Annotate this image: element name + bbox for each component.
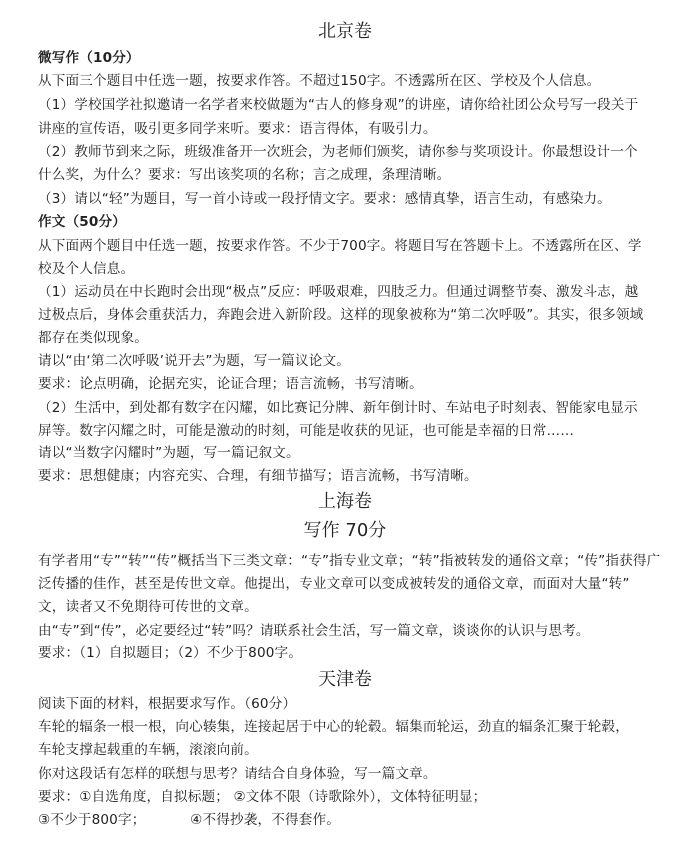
tianjin-p3: 你对这段话有怎样的联想与思考？请结合自身体验，写一篇文章。 <box>38 766 437 782</box>
beijing-micro-q1-line2: 讲座的宣传语，吸引更多同学来听。要求：语言得体，有吸引力。 <box>38 121 437 137</box>
beijing-micro-q1-line1: （1）学校国学社拟邀请一名学者来校做题为“古人的修身观”的讲座，请你给社团公众号写一段关于 <box>38 97 639 113</box>
tianjin-title: 天津卷 <box>318 669 372 690</box>
beijing-essay-q1-line4: 请以“由‘第二次呼吸’说开去”为题，写一篇议论文。 <box>38 353 350 369</box>
beijing-title: 北京卷 <box>318 21 372 42</box>
shanghai-title: 上海卷 <box>318 491 372 512</box>
shanghai-p2: 由“专”到“传”，必定要经过“转”吗？请联系社会生活，写一篇文章，谈谈你的认识与思考。 <box>38 623 590 639</box>
beijing-essay-q2-line1: （2）生活中，到处都有数字在闪耀，如比赛记分牌、新年倒计时、车站电子时刻表、智能家电显示 <box>38 400 638 416</box>
tianjin-p1: 阅读下面的材料，根据要求写作。（60分） <box>38 696 297 712</box>
beijing-micro-heading: 微写作（10分） <box>38 50 140 66</box>
beijing-essay-q1-line5: 要求：论点明确，论据充实，论证合理；语言流畅，书写清晰。 <box>38 376 423 392</box>
beijing-micro-q3: （3）请以“轻”为题目，写一首小诗或一段抒情文字。要求：感情真挚，语言生动，有感染力。 <box>38 191 611 207</box>
beijing-essay-intro-line2: 校及个人信息。 <box>38 261 135 277</box>
beijing-essay-q1-line2: 过极点后，身体会重获活力，奔跑会进入新阶段。这样的现象被称为“第二次呼吸”。其实，很多领域 <box>38 307 644 323</box>
shanghai-subtitle: 写作 70分 <box>303 520 387 541</box>
beijing-essay-intro-line1: 从下面两个题目中任选一题，按要求作答。不少于700字。将题目写在答题卡上。不透露所在区、学 <box>38 238 642 254</box>
beijing-micro-q2-line2: 什么奖，为什么？要求：写出该奖项的名称；言之成理，条理清晰。 <box>38 167 451 183</box>
beijing-essay-q2-line4: 要求：思想健康；内容充实、合理，有细节描写；语言流畅，书写清晰。 <box>38 468 478 484</box>
shanghai-p1-line2: 泛传播的佳作，甚至是传世文章。他提出，专业文章可以变成被转发的通俗文章，而面对大量“转” <box>38 576 630 592</box>
tianjin-p2-line2: 车轮支撑起载重的车辆，滚滚向前。 <box>38 742 258 758</box>
beijing-essay-q1-line1: （1）运动员在中长跑时会出现“极点”反应：呼吸艰难，四肢乏力。但通过调整节奏、激发斗志，越 <box>38 284 639 300</box>
tianjin-p5: ③不少于800字； ④不得抄袭，不得套作。 <box>38 812 340 828</box>
tianjin-p4: 要求：①自选角度，自拟标题； ②文体不限（诗歌除外），文体特征明显； <box>38 789 487 805</box>
beijing-essay-q2-line2: 屏等。数字闪耀之时，可能是激动的时刻，可能是收获的见证，也可能是幸福的日常…… <box>38 423 575 439</box>
beijing-essay-q1-line3: 都存在类似现象。 <box>38 330 148 346</box>
beijing-essay-heading: 作文（50分） <box>38 214 126 230</box>
shanghai-p1-line1: 有学者用“专”“转”“传”概括当下三类文章：“专”指专业文章；“转”指被转发的通俗文章；“传”指获得广 <box>38 553 661 569</box>
beijing-micro-q2-line1: （2）教师节到来之际，班级准备开一次班会，为老师们颁奖，请你参与奖项设计。你最想设计一个 <box>38 144 638 160</box>
tianjin-p2-line1: 车轮的辐条一根一根，向心辏集，连接起居于中心的轮毂。辐集而轮运，劲直的辐条汇聚于轮毂， <box>38 719 629 735</box>
beijing-essay-q2-line3: 请以“当数字闪耀时”为题，写一篇记叙文。 <box>38 445 300 461</box>
beijing-micro-intro: 从下面三个题目中任选一题，按要求作答。不超过150字。不透露所在区、学校及个人信息。 <box>38 73 601 89</box>
shanghai-p1-line3: 文，读者又不免期待可传世的文章。 <box>38 599 258 615</box>
shanghai-p3: 要求：（1）自拟题目；（2）不少于800字。 <box>38 645 303 661</box>
